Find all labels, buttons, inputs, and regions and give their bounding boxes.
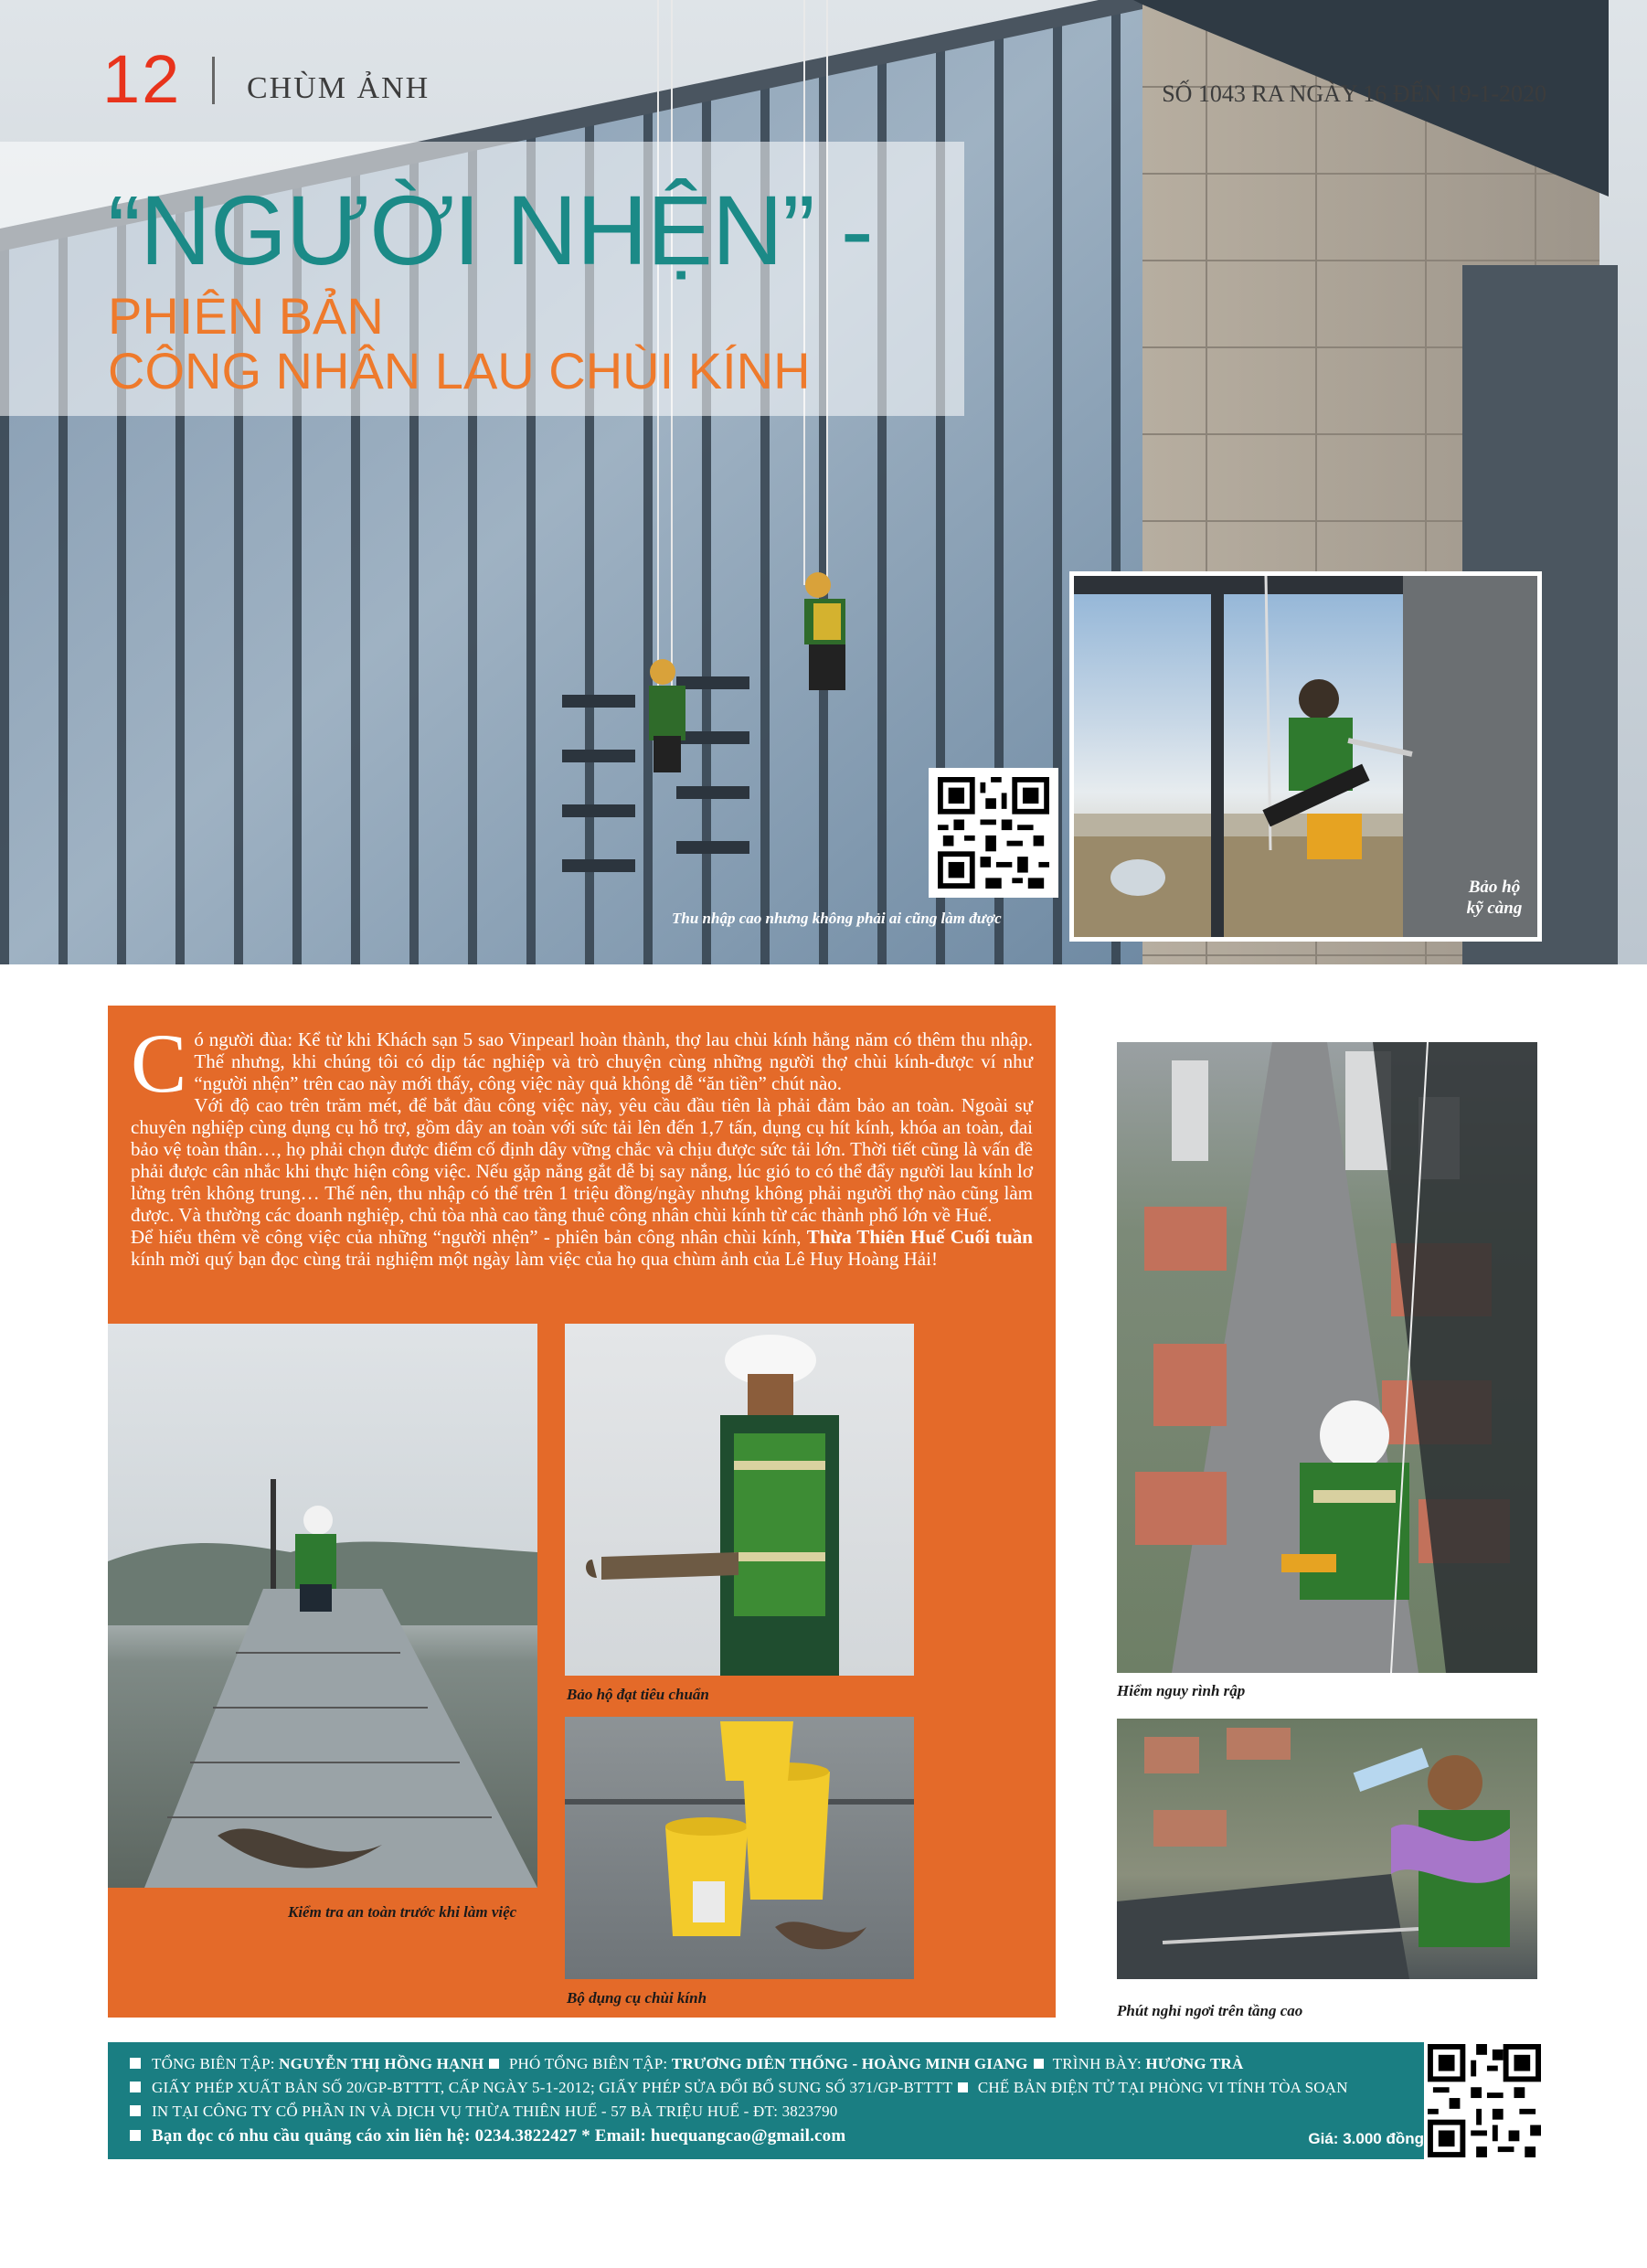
caption-danger: Hiểm nguy rình rập xyxy=(1117,1682,1246,1699)
subheadline-2: CÔNG NHÂN LAU CHÙI KÍNH xyxy=(108,342,811,399)
photo-rest xyxy=(1117,1719,1537,1979)
paragraph-2: Với độ cao trên trăm mét, để bắt đầu công việc này, yêu cầu đầu tiên là phải đảm bảo an toàn. Ngoài sự chuyên nghiệp cùng dụng cụ hỗ trợ, gồm dây an toàn với sức tải lên đến 1,7 tấn, dụng cụ hít kính, khóa an toàn, đai bảo vệ toàn thân…, họ phải chọn được điểm cố định dây vững chắc và chịu được sức tải lớn. Thời tiết cũng là vấn đề phải được cân nhắc khi thực hiện công việc. Nếu gặp nắng gắt dễ bị say nắng, lúc gió to có thể đẩy người lau kính lơ lửng trên không trung… Thế nên, thu nhập có thể trên 1 triệu đồng/ngày nhưng không phải người thợ nào cũng làm được. Và thường các doanh nghiệp, chủ tòa nhà cao tầng thuê công nhân chùi kính từ các thành phố lớn về Huế. xyxy=(131,1094,1033,1226)
footer-license: GIẤY PHÉP XUẤT BẢN SỐ 20/GP-BTTTT, CẤP NGÀY 5-1-2012; GIẤY PHÉP SỬA ĐỔI BỔ SUNG SỐ 371/GP-BTTTT CHẾ BẢN ĐIỆN TỬ TẠI PHÒNG VI TÍNH TÒA SOẠN xyxy=(130,2079,1348,2097)
inset-caption-1: Bảo hộ xyxy=(1468,878,1521,897)
footer-printer: IN TẠI CÔNG TY CỔ PHẦN IN VÀ DỊCH VỤ THỪA THIÊN HUẾ - 57 BÀ TRIỆU HUẾ - ĐT: 3823790 xyxy=(130,2103,837,2121)
hero-photo xyxy=(0,0,1647,964)
photo-standard-gear xyxy=(565,1324,914,1676)
footer-ads: Bạn đọc có nhu cầu quảng cáo xin liên hệ: 0234.3822427 * Email: huequangcao@gmail.com xyxy=(130,2126,845,2146)
bullet-icon xyxy=(130,2082,141,2092)
photo-safety-check xyxy=(108,1324,537,1888)
bullet-icon xyxy=(489,2059,499,2069)
headline: “NGƯỜI NHỆN” - xyxy=(108,175,873,285)
photo-tools xyxy=(565,1717,914,1979)
bullet-icon xyxy=(130,2105,141,2116)
bullet-icon xyxy=(130,2130,141,2141)
footer-editors: TỔNG BIÊN TẬP: NGUYỄN THỊ HỒNG HẠNH PHÓ TỔNG BIÊN TẬP: TRƯƠNG DIÊN THỐNG - HOÀNG MINH GIANG TRÌNH BÀY: HƯƠNG TRÀ xyxy=(130,2055,1243,2073)
buckets-illustration xyxy=(565,1717,914,1979)
price: Giá: 3.000 đồng xyxy=(1308,2130,1424,2147)
qr-code-footer[interactable] xyxy=(1424,2040,1545,2161)
caption-safety-check: Kiểm tra an toàn trước khi làm việc xyxy=(288,1903,517,1921)
issue-info: SỐ 1043 RA NGÀY 16 ĐẾN 19-1-2020 xyxy=(1162,80,1546,107)
inset-caption-2: kỹ càng xyxy=(1466,899,1523,918)
qr-code-icon xyxy=(938,777,1049,889)
inset-photo xyxy=(1069,571,1542,942)
caption-tools: Bộ dụng cụ chùi kính xyxy=(567,1989,707,2007)
caption-rest: Phút nghỉ ngơi trên tầng cao xyxy=(1117,2002,1303,2019)
city-view-illustration xyxy=(1117,1042,1537,1673)
bullet-icon xyxy=(958,2082,968,2092)
resting-worker-illustration xyxy=(1117,1719,1537,1979)
page-number: 12 xyxy=(102,41,182,117)
header-divider xyxy=(212,57,215,104)
section-name: CHÙM ẢNH xyxy=(247,71,430,105)
bullet-icon xyxy=(1034,2059,1044,2069)
paragraph-3: Để hiểu thêm về công việc của những “người nhện” - phiên bản công nhân chùi kính, Thừa Thiên Huế Cuối tuần kính mời quý bạn đọc cùng trải nghiệm một ngày làm việc của họ qua chùm ảnh của Lê Huy Hoàng Hải! xyxy=(131,1226,1033,1270)
worker-gear-illustration xyxy=(565,1324,914,1676)
qr-code-hero[interactable] xyxy=(929,768,1058,898)
dropcap: C xyxy=(131,1017,187,1110)
qr-code-icon xyxy=(1428,2044,1541,2157)
bullet-icon xyxy=(130,2058,141,2069)
caption-standard-gear: Bảo hộ đạt tiêu chuẩn xyxy=(567,1686,709,1703)
paragraph-1: Có người đùa: Kể từ khi Khách sạn 5 sao Vinpearl hoàn thành, thợ lau chùi kính hằng năm có thêm thu nhập. Thế nhưng, khi chúng tôi có dịp tác nghiệp và trò chuyện cùng những người thợ chùi kính-được ví như “người nhện” trên cao này mới thấy, công việc này quả không dễ “ăn tiền” chút nào. xyxy=(131,1017,1033,1110)
hero-caption: Thu nhập cao nhưng không phải ai cũng làm được xyxy=(672,910,1002,927)
rooftop-illustration xyxy=(108,1324,537,1888)
article-text xyxy=(131,1017,1033,1270)
photo-danger xyxy=(1117,1042,1537,1673)
subheadline-1: PHIÊN BẢN xyxy=(108,287,384,345)
masthead-footer xyxy=(108,2042,1437,2159)
